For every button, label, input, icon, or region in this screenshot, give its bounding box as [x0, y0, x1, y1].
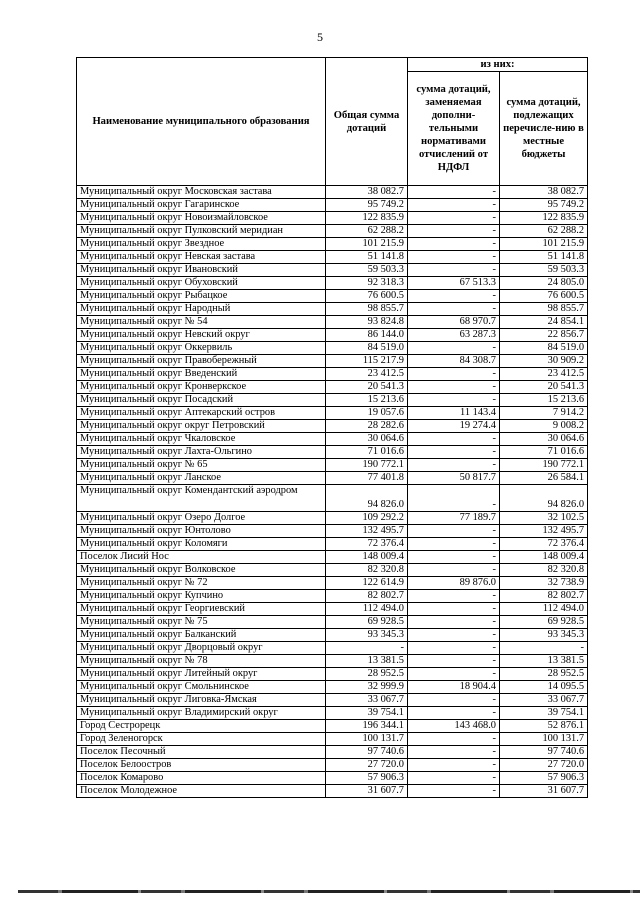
- municipality-name: Муниципальный округ Купчино: [77, 590, 326, 603]
- table-row: [77, 720, 588, 733]
- table-row: [77, 277, 588, 290]
- replaced-amount: -: [408, 655, 500, 668]
- total-amount: 72 376.4: [326, 538, 408, 551]
- replaced-amount: -: [408, 759, 500, 772]
- municipality-name: Поселок Песочный: [77, 746, 326, 759]
- transfer-amount: 62 288.2: [500, 225, 588, 238]
- table-row: [77, 212, 588, 225]
- municipality-name: Поселок Белоостров: [77, 759, 326, 772]
- total-amount: 31 607.7: [326, 785, 408, 798]
- total-amount: 148 009.4: [326, 551, 408, 564]
- total-amount: 82 320.8: [326, 564, 408, 577]
- municipality-name: Муниципальный округ Рыбацкое: [77, 290, 326, 303]
- table-row: [77, 746, 588, 759]
- table-row: [77, 316, 588, 329]
- municipality-name: Муниципальный округ Невский округ: [77, 329, 326, 342]
- transfer-amount: 52 876.1: [500, 720, 588, 733]
- transfer-amount: 101 215.9: [500, 238, 588, 251]
- municipality-name: Муниципальный округ Невская застава: [77, 251, 326, 264]
- replaced-amount: -: [408, 368, 500, 381]
- total-amount: 27 720.0: [326, 759, 408, 772]
- table-body: [77, 186, 588, 798]
- table-row: [77, 407, 588, 420]
- total-amount: 57 906.3: [326, 772, 408, 785]
- table-row: [77, 642, 588, 655]
- total-amount: 84 519.0: [326, 342, 408, 355]
- transfer-amount: 13 381.5: [500, 655, 588, 668]
- total-amount: 33 067.7: [326, 694, 408, 707]
- municipality-name: Город Сестрорецк: [77, 720, 326, 733]
- total-amount: 98 855.7: [326, 303, 408, 316]
- table-row: [77, 485, 588, 512]
- table-row: [77, 290, 588, 303]
- municipality-name: Муниципальный округ Гагаринское: [77, 199, 326, 212]
- replaced-amount: -: [408, 629, 500, 642]
- total-amount: 77 401.8: [326, 472, 408, 485]
- transfer-amount: 32 738.9: [500, 577, 588, 590]
- replaced-amount: -: [408, 433, 500, 446]
- table-row: [77, 564, 588, 577]
- total-amount: 38 082.7: [326, 186, 408, 199]
- table-row: [77, 472, 588, 485]
- replaced-amount: -: [408, 590, 500, 603]
- total-amount: 28 282.6: [326, 420, 408, 433]
- replaced-amount: -: [408, 525, 500, 538]
- municipality-name: Муниципальный округ Правобережный: [77, 355, 326, 368]
- municipality-name: Муниципальный округ Звездное: [77, 238, 326, 251]
- total-amount: 190 772.1: [326, 459, 408, 472]
- total-amount: 115 217.9: [326, 355, 408, 368]
- header-transfer: сумма дотаций, подлежащих перечисле-нию в местные бюджеты: [500, 72, 588, 186]
- total-amount: 39 754.1: [326, 707, 408, 720]
- replaced-amount: -: [408, 603, 500, 616]
- transfer-amount: 93 345.3: [500, 629, 588, 642]
- replaced-amount: -: [408, 668, 500, 681]
- transfer-amount: 76 600.5: [500, 290, 588, 303]
- total-amount: 20 541.3: [326, 381, 408, 394]
- table-row: [77, 551, 588, 564]
- transfer-amount: 95 749.2: [500, 199, 588, 212]
- transfer-amount: 59 503.3: [500, 264, 588, 277]
- transfer-amount: 26 584.1: [500, 472, 588, 485]
- municipality-name: Муниципальный округ Озеро Долгое: [77, 512, 326, 525]
- replaced-amount: 68 970.7: [408, 316, 500, 329]
- transfer-amount: 33 067.7: [500, 694, 588, 707]
- transfer-amount: 9 008.2: [500, 420, 588, 433]
- municipality-name: Муниципальный округ Лиговка-Ямская: [77, 694, 326, 707]
- municipality-name: Муниципальный округ Аптекарский остров: [77, 407, 326, 420]
- total-amount: 51 141.8: [326, 251, 408, 264]
- table-row: [77, 681, 588, 694]
- table-row: [77, 655, 588, 668]
- municipality-name: Муниципальный округ Смольнинское: [77, 681, 326, 694]
- municipality-name: Муниципальный округ Пулковский меридиан: [77, 225, 326, 238]
- municipality-name: Муниципальный округ Балканский: [77, 629, 326, 642]
- municipality-name: Муниципальный округ Коломяги: [77, 538, 326, 551]
- replaced-amount: -: [408, 186, 500, 199]
- transfer-amount: 57 906.3: [500, 772, 588, 785]
- municipality-name: Муниципальный округ Юнтолово: [77, 525, 326, 538]
- table-row: [77, 433, 588, 446]
- replaced-amount: -: [408, 381, 500, 394]
- replaced-amount: -: [408, 616, 500, 629]
- total-amount: 13 381.5: [326, 655, 408, 668]
- header-of-them: из них:: [408, 58, 588, 72]
- total-amount: 97 740.6: [326, 746, 408, 759]
- table-row: [77, 459, 588, 472]
- replaced-amount: -: [408, 199, 500, 212]
- replaced-amount: -: [408, 394, 500, 407]
- municipality-name: Муниципальный округ Обуховский: [77, 277, 326, 290]
- transfer-amount: 38 082.7: [500, 186, 588, 199]
- subsidies-table: [76, 57, 588, 798]
- municipality-name: Муниципальный округ Лахта-Ольгино: [77, 446, 326, 459]
- replaced-amount: -: [408, 212, 500, 225]
- table-row: [77, 446, 588, 459]
- total-amount: 122 835.9: [326, 212, 408, 225]
- transfer-amount: 190 772.1: [500, 459, 588, 472]
- transfer-amount: 30 064.6: [500, 433, 588, 446]
- municipality-name: Муниципальный округ Ланское: [77, 472, 326, 485]
- transfer-amount: 30 909.2: [500, 355, 588, 368]
- municipality-name: Муниципальный округ Посадский: [77, 394, 326, 407]
- replaced-amount: -: [408, 538, 500, 551]
- table-row: [77, 759, 588, 772]
- transfer-amount: 31 607.7: [500, 785, 588, 798]
- replaced-amount: -: [408, 772, 500, 785]
- total-amount: 28 952.5: [326, 668, 408, 681]
- table-row: [77, 329, 588, 342]
- header-name: Наименование муниципального образования: [77, 58, 326, 186]
- municipality-name: Муниципальный округ округ Петровский: [77, 420, 326, 433]
- total-amount: 95 749.2: [326, 199, 408, 212]
- replaced-amount: -: [408, 642, 500, 655]
- replaced-amount: -: [408, 342, 500, 355]
- municipality-name: Муниципальный округ Комендантский аэродром: [77, 485, 326, 512]
- table-row: [77, 264, 588, 277]
- table-row: [77, 199, 588, 212]
- total-amount: 19 057.6: [326, 407, 408, 420]
- transfer-amount: 22 856.7: [500, 329, 588, 342]
- transfer-amount: 82 802.7: [500, 590, 588, 603]
- municipality-name: Муниципальный округ Дворцовый округ: [77, 642, 326, 655]
- transfer-amount: 24 805.0: [500, 277, 588, 290]
- table-row: [77, 381, 588, 394]
- transfer-amount: 39 754.1: [500, 707, 588, 720]
- transfer-amount: 20 541.3: [500, 381, 588, 394]
- transfer-amount: 69 928.5: [500, 616, 588, 629]
- municipality-name: Муниципальный округ Кронверкское: [77, 381, 326, 394]
- transfer-amount: 14 095.5: [500, 681, 588, 694]
- transfer-amount: 94 826.0: [500, 485, 588, 512]
- replaced-amount: 18 904.4: [408, 681, 500, 694]
- transfer-amount: 132 495.7: [500, 525, 588, 538]
- replaced-amount: -: [408, 446, 500, 459]
- transfer-amount: 100 131.7: [500, 733, 588, 746]
- replaced-amount: 50 817.7: [408, 472, 500, 485]
- total-amount: 132 495.7: [326, 525, 408, 538]
- total-amount: 196 344.1: [326, 720, 408, 733]
- municipality-name: Муниципальный округ Новоизмайловское: [77, 212, 326, 225]
- table-row: [77, 590, 588, 603]
- transfer-amount: -: [500, 642, 588, 655]
- municipality-name: Муниципальный округ № 78: [77, 655, 326, 668]
- total-amount: 59 503.3: [326, 264, 408, 277]
- municipality-name: Муниципальный округ № 54: [77, 316, 326, 329]
- table-row: [77, 251, 588, 264]
- page-number: 5: [317, 30, 323, 44]
- municipality-name: Муниципальный округ Владимирский округ: [77, 707, 326, 720]
- transfer-amount: 112 494.0: [500, 603, 588, 616]
- table-row: [77, 577, 588, 590]
- transfer-amount: 23 412.5: [500, 368, 588, 381]
- table-row: [77, 694, 588, 707]
- transfer-amount: 27 720.0: [500, 759, 588, 772]
- table-row: [77, 303, 588, 316]
- municipality-name: Муниципальный округ Народный: [77, 303, 326, 316]
- table-row: [77, 785, 588, 798]
- total-amount: 30 064.6: [326, 433, 408, 446]
- replaced-amount: 11 143.4: [408, 407, 500, 420]
- replaced-amount: -: [408, 707, 500, 720]
- table-row: [77, 420, 588, 433]
- municipality-name: Муниципальный округ Литейный округ: [77, 668, 326, 681]
- replaced-amount: -: [408, 290, 500, 303]
- transfer-amount: 97 740.6: [500, 746, 588, 759]
- transfer-amount: 72 376.4: [500, 538, 588, 551]
- table-row: [77, 616, 588, 629]
- municipality-name: Муниципальный округ № 65: [77, 459, 326, 472]
- replaced-amount: 67 513.3: [408, 277, 500, 290]
- transfer-amount: 71 016.6: [500, 446, 588, 459]
- replaced-amount: -: [408, 551, 500, 564]
- replaced-amount: -: [408, 746, 500, 759]
- table-row: [77, 368, 588, 381]
- table-row: [77, 186, 588, 199]
- municipality-name: Поселок Лисий Нос: [77, 551, 326, 564]
- transfer-amount: 122 835.9: [500, 212, 588, 225]
- replaced-amount: -: [408, 459, 500, 472]
- header-replaced: сумма дотаций, заменяемая дополни-тельными нормативами отчислений от НДФЛ: [408, 72, 500, 186]
- transfer-amount: 51 141.8: [500, 251, 588, 264]
- replaced-amount: -: [408, 785, 500, 798]
- total-amount: 15 213.6: [326, 394, 408, 407]
- transfer-amount: 82 320.8: [500, 564, 588, 577]
- total-amount: 82 802.7: [326, 590, 408, 603]
- total-amount: 109 292.2: [326, 512, 408, 525]
- table-row: [77, 629, 588, 642]
- municipality-name: Муниципальный округ Московская застава: [77, 186, 326, 199]
- table-row: [77, 394, 588, 407]
- table-row: [77, 538, 588, 551]
- total-amount: 101 215.9: [326, 238, 408, 251]
- total-amount: 94 826.0: [326, 485, 408, 512]
- replaced-amount: -: [408, 264, 500, 277]
- replaced-amount: 77 189.7: [408, 512, 500, 525]
- total-amount: 86 144.0: [326, 329, 408, 342]
- transfer-amount: 7 914.2: [500, 407, 588, 420]
- total-amount: 93 824.8: [326, 316, 408, 329]
- transfer-amount: 28 952.5: [500, 668, 588, 681]
- total-amount: 112 494.0: [326, 603, 408, 616]
- municipality-name: Муниципальный округ № 75: [77, 616, 326, 629]
- table-row: [77, 603, 588, 616]
- transfer-amount: 32 102.5: [500, 512, 588, 525]
- municipality-name: Город Зеленогорск: [77, 733, 326, 746]
- total-amount: 32 999.9: [326, 681, 408, 694]
- municipality-name: Поселок Комарово: [77, 772, 326, 785]
- replaced-amount: -: [408, 694, 500, 707]
- municipality-name: Муниципальный округ Оккервиль: [77, 342, 326, 355]
- transfer-amount: 98 855.7: [500, 303, 588, 316]
- replaced-amount: -: [408, 485, 500, 512]
- transfer-amount: 84 519.0: [500, 342, 588, 355]
- table-row: [77, 668, 588, 681]
- table-row: [77, 342, 588, 355]
- scan-bottom-rule: [18, 890, 640, 893]
- total-amount: 93 345.3: [326, 629, 408, 642]
- table-row: [77, 733, 588, 746]
- header-total: Общая сумма дотаций: [326, 58, 408, 186]
- replaced-amount: -: [408, 251, 500, 264]
- municipality-name: Муниципальный округ Введенский: [77, 368, 326, 381]
- replaced-amount: 143 468.0: [408, 720, 500, 733]
- replaced-amount: -: [408, 303, 500, 316]
- total-amount: 62 288.2: [326, 225, 408, 238]
- total-amount: -: [326, 642, 408, 655]
- table-row: [77, 772, 588, 785]
- total-amount: 69 928.5: [326, 616, 408, 629]
- total-amount: 23 412.5: [326, 368, 408, 381]
- table-row: [77, 512, 588, 525]
- total-amount: 76 600.5: [326, 290, 408, 303]
- replaced-amount: -: [408, 225, 500, 238]
- replaced-amount: -: [408, 733, 500, 746]
- replaced-amount: 19 274.4: [408, 420, 500, 433]
- transfer-amount: 148 009.4: [500, 551, 588, 564]
- total-amount: 71 016.6: [326, 446, 408, 459]
- municipality-name: Муниципальный округ № 72: [77, 577, 326, 590]
- replaced-amount: 63 287.3: [408, 329, 500, 342]
- table-row: [77, 355, 588, 368]
- total-amount: 92 318.3: [326, 277, 408, 290]
- table-row: [77, 525, 588, 538]
- transfer-amount: 15 213.6: [500, 394, 588, 407]
- total-amount: 100 131.7: [326, 733, 408, 746]
- replaced-amount: 84 308.7: [408, 355, 500, 368]
- replaced-amount: -: [408, 238, 500, 251]
- total-amount: 122 614.9: [326, 577, 408, 590]
- municipality-name: Муниципальный округ Георгиевский: [77, 603, 326, 616]
- transfer-amount: 24 854.1: [500, 316, 588, 329]
- table-row: [77, 707, 588, 720]
- table-row: [77, 225, 588, 238]
- municipality-name: Поселок Молодежное: [77, 785, 326, 798]
- replaced-amount: 89 876.0: [408, 577, 500, 590]
- municipality-name: Муниципальный округ Чкаловское: [77, 433, 326, 446]
- replaced-amount: -: [408, 564, 500, 577]
- municipality-name: Муниципальный округ Ивановский: [77, 264, 326, 277]
- table-row: [77, 238, 588, 251]
- municipality-name: Муниципальный округ Волковское: [77, 564, 326, 577]
